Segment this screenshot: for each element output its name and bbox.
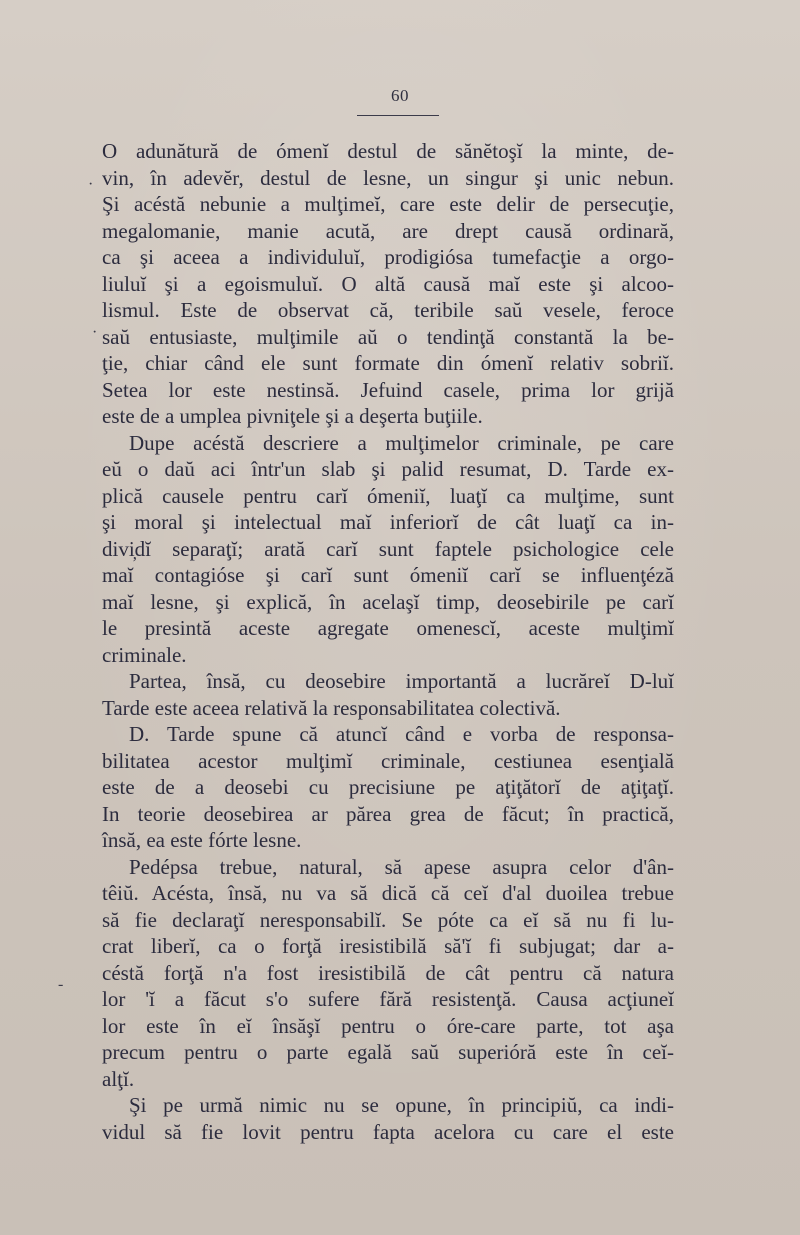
header-rule bbox=[357, 115, 439, 116]
text-line: D. Tarde spune că atuncĭ când e vorba de responsa- bbox=[129, 722, 674, 746]
text-line: vin, în adevĕr, destul de lesne, un singur şi unic nebun. bbox=[102, 165, 674, 190]
text-line: megalomanie, manie acută, are drept causă ordinară, bbox=[102, 218, 674, 243]
text-line: lor 'ĭ a făcut s'o sufere fără resistenţă. Causa acţiuneĭ bbox=[102, 987, 674, 1011]
body-text bbox=[102, 138, 674, 1145]
text-line: maĭ contagióse şi carĭ sunt ómeniĭ carĭ se influenţéză bbox=[102, 563, 674, 587]
text-line: lor este în eĭ însăşĭ pentru o óre-care parte, tot aşa bbox=[102, 1013, 674, 1038]
text-line: alţĭ. bbox=[102, 1066, 135, 1091]
text-line: plică causele pentru carĭ ómeniĭ, luaţĭ ca mulţime, sunt bbox=[102, 483, 674, 508]
text-line: maĭ lesne, şi explică, în acelaşĭ timp, deosebirile pe carĭ bbox=[102, 589, 674, 614]
text-line: céstă forţă n'a fost iresistibilă de cât pentru că natura bbox=[102, 960, 674, 985]
text-line: să fie declaraţĭ neresponsabilĭ. Se póte ca eĭ să nu fi lu- bbox=[102, 907, 674, 932]
text-line: ca şi aceea a individuluĭ, prodigiósa tumefacţie a orgo- bbox=[102, 245, 674, 269]
text-line: Setea lor este nestinsă. Jefuind casele, prima lor grijă bbox=[102, 377, 674, 402]
text-line: şi moral şi intelectual maĭ inferiorĭ de cât luaţĭ ca in- bbox=[102, 510, 674, 534]
margin-speck: · bbox=[92, 324, 98, 341]
text-line: lismul. Este de observat că, teribile saŭ vesele, feroce bbox=[102, 298, 674, 322]
text-line: Dupe acéstă descriere a mulţimelor criminale, pe care bbox=[129, 430, 674, 455]
text-line: ţie, chiar când ele sunt formate din ómenĭ relativ sobriĭ. bbox=[102, 351, 674, 375]
text-line: Tarde este aceea relativă la responsabilitatea colectivă. bbox=[102, 695, 561, 720]
text-line: Partea, însă, cu deosebire importantă a lucrăreĭ D-luĭ bbox=[129, 669, 674, 693]
text-line: este de a umplea pivniţele şi a deşerta buţiile. bbox=[102, 404, 483, 428]
text-line: O adunătură de ómenĭ destul de sănĕtoşĭ la minte, de- bbox=[102, 139, 674, 163]
text-line: criminale. bbox=[102, 642, 187, 667]
text-line: têiŭ. Acésta, însă, nu va să dică că ceĭ d'al duoilea trebue bbox=[102, 881, 674, 905]
text-line: vidul să fie lovit pentru fapta acelora cu care el este bbox=[102, 1119, 674, 1144]
text-line: crat liberĭ, ca o forţă iresistibilă să'ĭ fi subjugat; dar a- bbox=[102, 934, 674, 958]
text-line: le presintă aceste agregate omenescĭ, aceste mulţimĭ bbox=[102, 616, 674, 640]
text-line: Şi acéstă nebunie a mulţimeĭ, care este delir de persecuţie, bbox=[102, 192, 674, 216]
text-line: Şi pe urmă nimic nu se opune, în principiŭ, ca indi- bbox=[129, 1093, 674, 1117]
text-line: precum pentru o parte egală saŭ superióră este în ceĭ- bbox=[102, 1040, 674, 1064]
text-line: Pedépsa trebue, natural, să apese asupra celor d'ân- bbox=[129, 854, 674, 879]
margin-speck: - bbox=[58, 976, 64, 993]
text-line: este de a deosebi cu precisiune pe aţiţătorĭ de aţiţaţĭ. bbox=[102, 775, 674, 799]
text-line: divi̦dĭ separaţĭ; arată carĭ sunt faptele psichologice cele bbox=[102, 536, 674, 561]
text-line: eŭ o daŭ aci într'un slab şi palid resumat, D. Tarde ex- bbox=[102, 457, 674, 481]
text-line: liuluĭ şi a egoismuluĭ. O altă causă maĭ este şi alcoo- bbox=[102, 271, 674, 296]
text-line: In teorie deosebirea ar părea grea de făcut; în practică, bbox=[102, 801, 674, 826]
text-line: bilitatea acestor mulţimĭ criminale, cestiunea esenţială bbox=[102, 748, 674, 773]
page-number: 60 bbox=[391, 86, 409, 105]
text-line: saŭ entusiaste, mulţimile aŭ o tendinţă constantă la be- bbox=[102, 324, 674, 349]
text-line: însă, ea este fórte lesne. bbox=[102, 828, 302, 852]
margin-speck: · bbox=[88, 176, 94, 193]
